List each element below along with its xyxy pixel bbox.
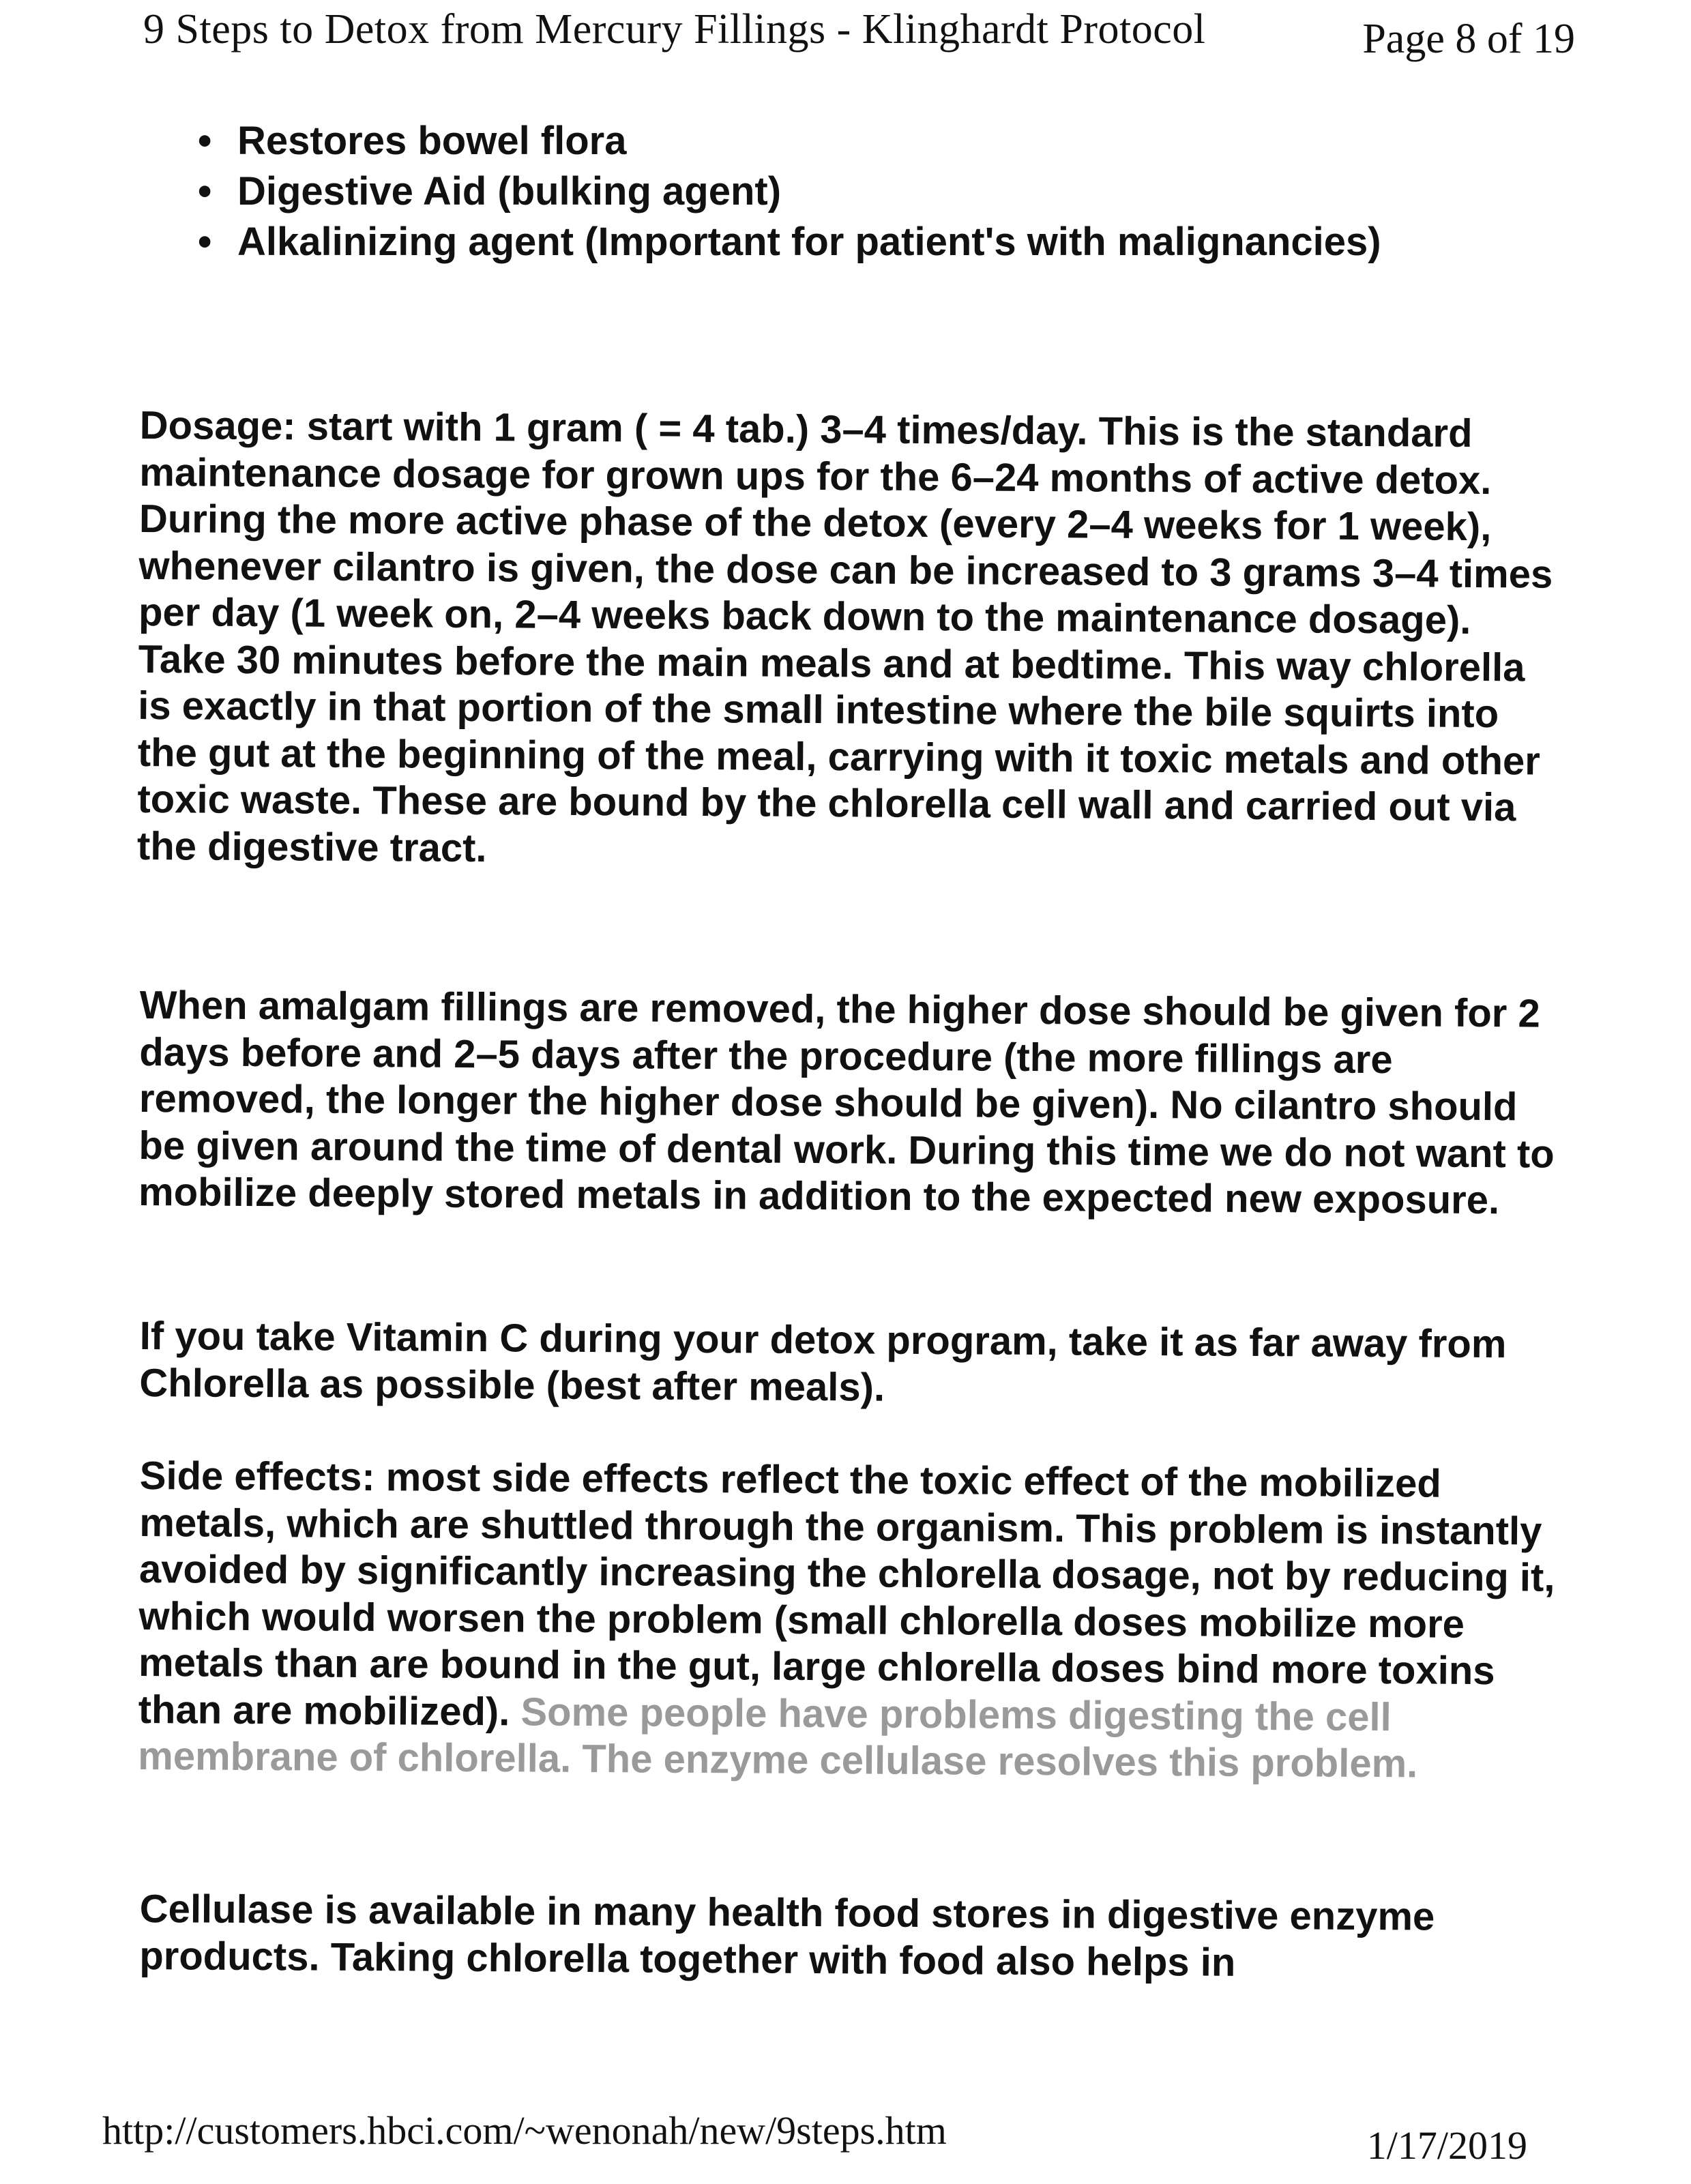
dosage-paragraph: Dosage: start with 1 gram ( = 4 tab.) 3–4 times/day. This is the standard maintenance dosage for grown ups for the 6–24 months of active detox. During the more active phase of the detox (every 2–4 weeks for 1 week), whenever cilantro is given, the dose can be increased to 3 grams 3–4 times per day (1 week on, 2–4 weeks back down to the maintenance dosage). Take 30 minutes before the main meals and at bedtime. This way chlorella is exactly in that portion of the small intestine where the bile squirts into the gut at the beginning of the meal, carrying with it toxic metals and other toxic waste. These are bound by the chlorella cell wall and carried out via the digestive tract. [136,403,1553,870]
document-title: 9 Steps to Detox from Mercury Fillings - Klinghardt Protocol [143,6,1206,53]
page-number: Page 8 of 19 [1362,16,1575,62]
vitamin-c-paragraph: If you take Vitamin C during your detox program, take it as far away from Chlorella as possible (best after meals). [139,1314,1507,1410]
list-item: • Digestive Aid (bulking agent) [198,166,1381,217]
cellulase-paragraph: Cellulase is available in many health food stores in digestive enzyme products. Taking chlorella together with food also helps in [139,1887,1435,1985]
footer-url: http://customers.hbci.com/~wenonah/new/9steps.htm [102,2108,947,2153]
list-item: • Restores bowel flora [198,116,1381,166]
amalgam-paragraph: When amalgam fillings are removed, the higher dose should be given for 2 days before and 2–5 days after the procedure (the more fillings are removed, the longer the higher dose should be given). No cilantro should be given around the time of dental work. During this time we do not want to mobilize deeply stored metals in addition to the expected new exposure. [138,983,1555,1223]
benefits-list [198,116,1381,267]
list-item: • Alkalinizing agent (Important for patient's with malignancies) [198,217,1381,267]
side-effects-faded-text: Some people have problems digesting the cell membrane of chlorella. The enzyme cellulase resolves this problem. [138,1689,1418,1786]
footer-date: 1/17/2019 [1366,2123,1527,2168]
side-effects-paragraph [138,1453,1565,1788]
side-effects-text: Side effects: most side effects reflect the toxic effect of the mobilized metals, which are shuttled through the organism. This problem is instantly avoided by significantly increasing the chlorella dosage, not by reducing it, which would worsen the problem (small chlorella doses mobilize more metals than are bound in the gut, large chlorella doses bind more toxins than are mobilized). [138,1453,1555,1734]
